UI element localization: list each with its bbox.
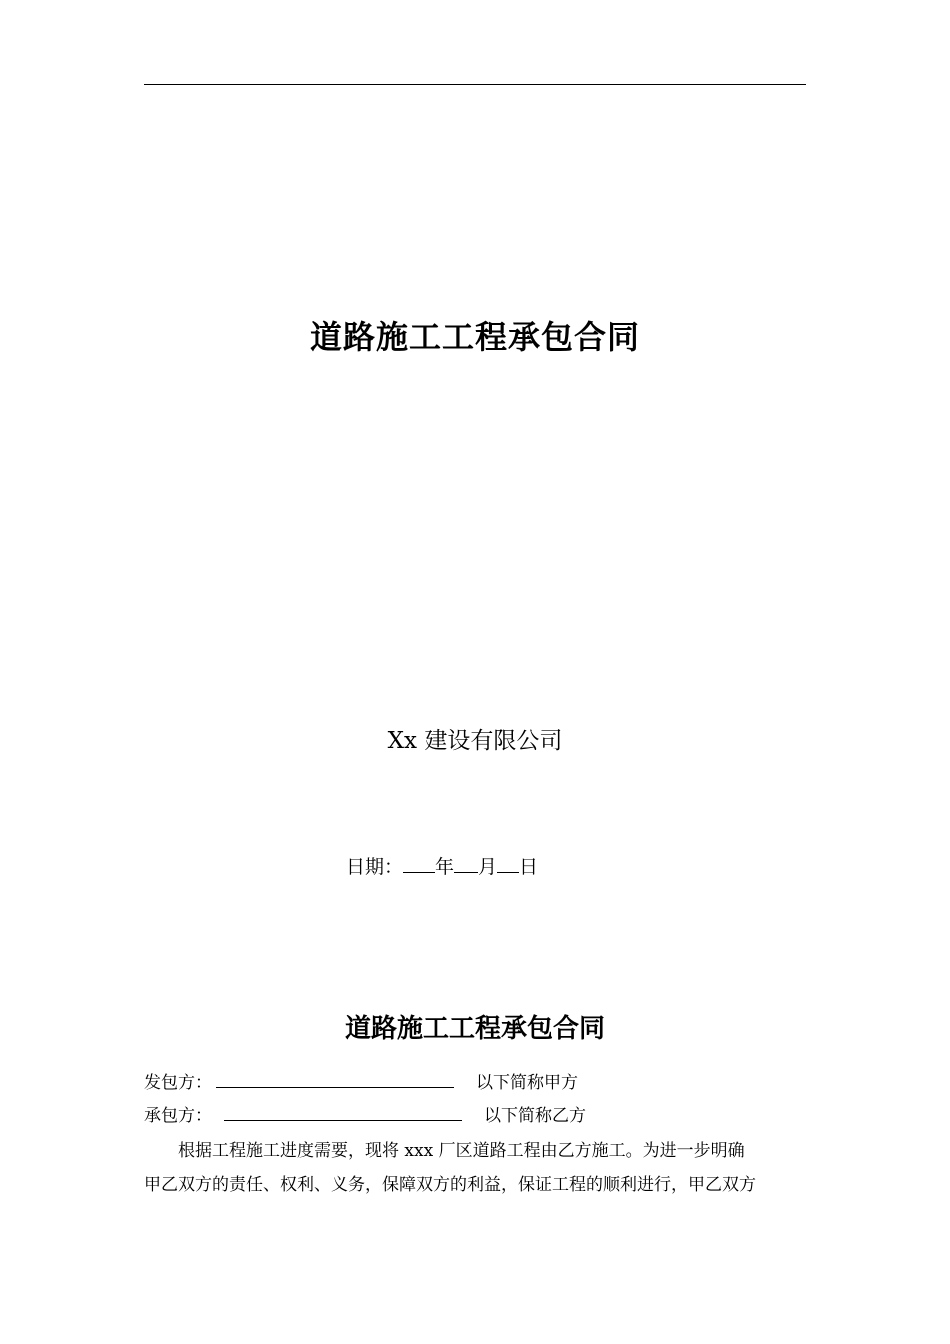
- month-label: 月: [478, 856, 498, 878]
- date-line: [346, 852, 538, 879]
- party-b-note: 以下简称乙方: [484, 1106, 586, 1126]
- party-a-label: 发包方：: [144, 1073, 212, 1093]
- party-b-label: 承包方：: [144, 1106, 212, 1126]
- month-blank: [454, 853, 478, 873]
- paragraph-line-2: 甲乙双方的责任、权利、义务，保障双方的利益，保证工程的顺利进行，甲乙双方: [144, 1175, 756, 1195]
- date-label: 日期：: [346, 856, 404, 878]
- header-rule: [144, 84, 806, 85]
- year-label: 年: [435, 856, 455, 878]
- party-a-blank: [216, 1071, 454, 1088]
- paragraph-line-1: 根据工程施工进度需要，现将 xxx 厂区道路工程由乙方施工。为进一步明确: [178, 1141, 745, 1161]
- party-a-line: [144, 1068, 578, 1093]
- party-b-blank: [224, 1104, 462, 1121]
- party-a-note: 以下简称甲方: [476, 1073, 578, 1093]
- day-blank: [497, 853, 519, 873]
- year-blank: [403, 853, 435, 873]
- party-b-line: [144, 1101, 586, 1126]
- company-name: Xx 建设有限公司: [387, 728, 563, 754]
- cover-title: 道路施工工程承包合同: [309, 318, 640, 356]
- day-label: 日: [519, 856, 539, 878]
- contract-title: 道路施工工程承包合同: [344, 1014, 605, 1044]
